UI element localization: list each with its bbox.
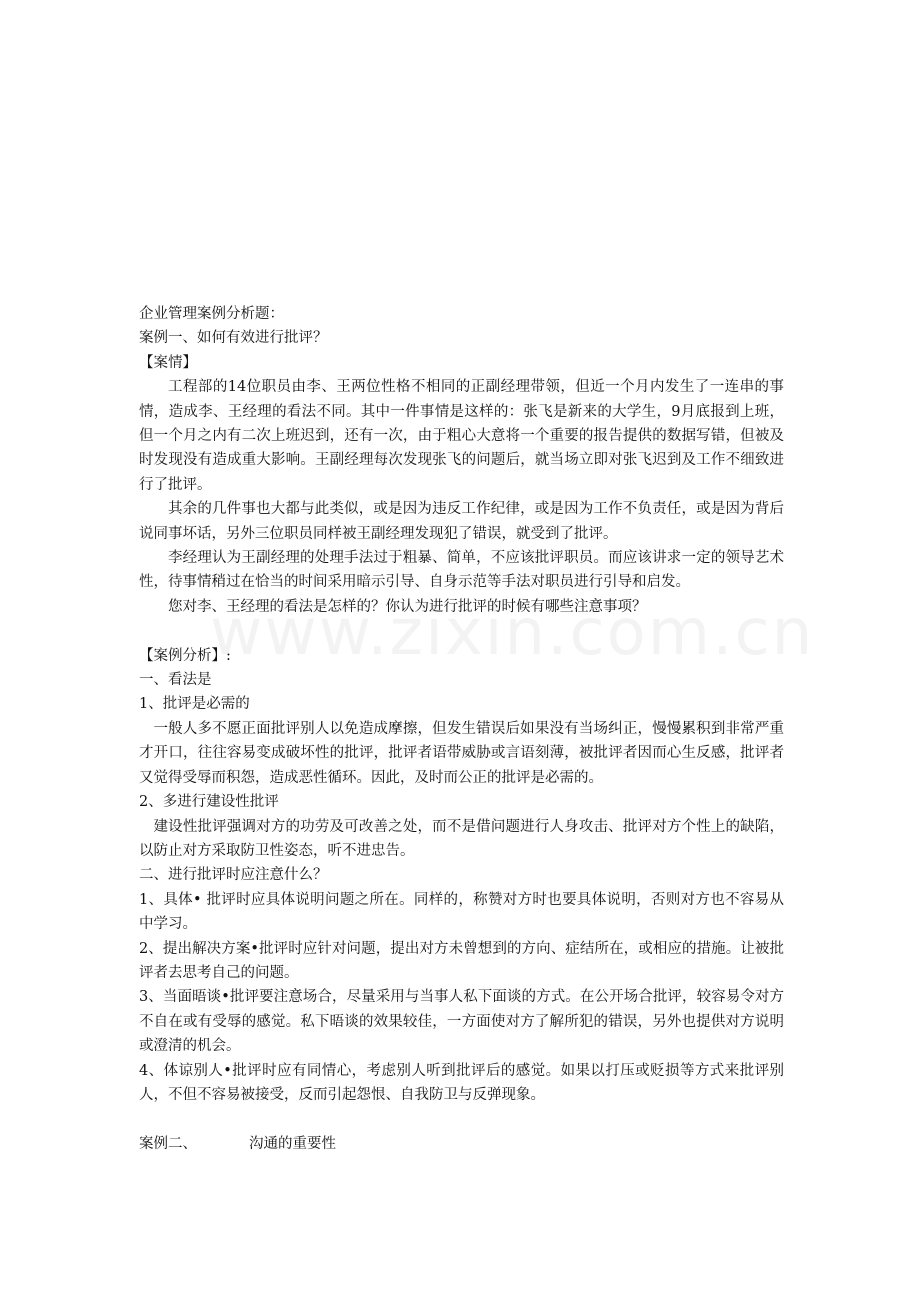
case-question: 您对李、王经理的看法是怎样的？你认为进行批评的时候有哪些注意事项？ <box>168 598 647 615</box>
item2-title: 2、多进行建设性批评 <box>139 794 279 811</box>
blank-line <box>139 1107 784 1131</box>
section2-title: 二、进行批评时应注意什么？ <box>139 867 328 884</box>
case-paragraph-2: 其余的几件事也大都与此类似，或是因为违反工作纪律，或是因为工作不负责任，或是因为背后说同事坏话，另外三位职员同样被王副经理发现犯了错误，就受到了批评。 <box>139 501 784 542</box>
point-1: 1、具体• 批评时应具体说明问题之所在。同样的，称赞对方时也要具体说明，否则对方也不容易从中学习。 <box>139 891 784 933</box>
case2-label: 案例二、 <box>139 1135 197 1152</box>
section1-title: 一、看法是 <box>139 672 212 689</box>
case1-title: 案例一、如何有效进行批评？ <box>139 330 328 347</box>
blank-line <box>139 619 784 643</box>
point-3: 3、当面晤谈•批评要注意场合，尽量采用与当事人私下面谈的方式。在公开场合批评，较容易令对方不自在或有受辱的感觉。私下晤谈的效果较佳，一方面使对方了解所犯的错误，另外也提供对方说明或澄清的机会。 <box>139 989 784 1055</box>
case2-heading <box>139 1132 784 1156</box>
item2-text: 建设性批评强调对方的功劳及可改善之处，而不是借问题进行人身攻击、批评对方个性上的缺陷，以防止对方采取防卫性姿态，听不进忠告。 <box>139 818 784 859</box>
document-title: 企业管理案例分析题： <box>139 306 284 322</box>
case-facts-header: 【案情】 <box>139 354 197 371</box>
item1-text: 一般人多不愿正面批评别人以免造成摩擦，但发生错误后如果没有当场纠正，慢慢累积到非常严重才开口，往往容易变成破坏性的批评，批评者语带威胁或言语刻薄，被批评者因而心生反感，批评者又觉得受辱而积怨，造成恶性循环。因此，及时而公正的批评是必需的。 <box>139 720 784 786</box>
point-2: 2、提出解决方案•批评时应针对问题，提出对方未曾想到的方向、症结所在，或相应的措施。让被批评者去思考自己的问题。 <box>139 940 784 981</box>
item1-title: 1、批评是必需的 <box>139 696 250 713</box>
case2-title: 沟通的重要性 <box>249 1135 336 1152</box>
analysis-header: 【案例分析】: <box>139 647 231 664</box>
case-paragraph-1: 工程部的14位职员由李、王两位性格不相同的正副经理带领，但近一个月内发生了一连串的事情，造成李、王经理的看法不同。其中一件事情是这样的：张飞是新来的大学生，9月底报到上班，但一个月之内有二次上班迟到，还有一次，由于粗心大意将一个重要的报告提供的数据写错，但被及时发现没有造成重大影响。王副经理每次发现张飞的问题后，就当场立即对张飞迟到及工作不细致进行了批评。 <box>139 379 784 493</box>
point-4: 4、体谅别人•批评时应有同情心，考虑别人听到批评后的感觉。如果以打压或贬损等方式来批评别人，不但不容易被接受，反而引起怨恨、自我防卫与反弹现象。 <box>139 1062 784 1103</box>
document-body <box>139 302 784 1156</box>
case-paragraph-3: 李经理认为王副经理的处理手法过于粗暴、简单，不应该批评职员。而应该讲求一定的领导艺术性，待事情稍过在恰当的时间采用暗示引导、自身示范等手法对职员进行引导和启发。 <box>139 550 784 591</box>
